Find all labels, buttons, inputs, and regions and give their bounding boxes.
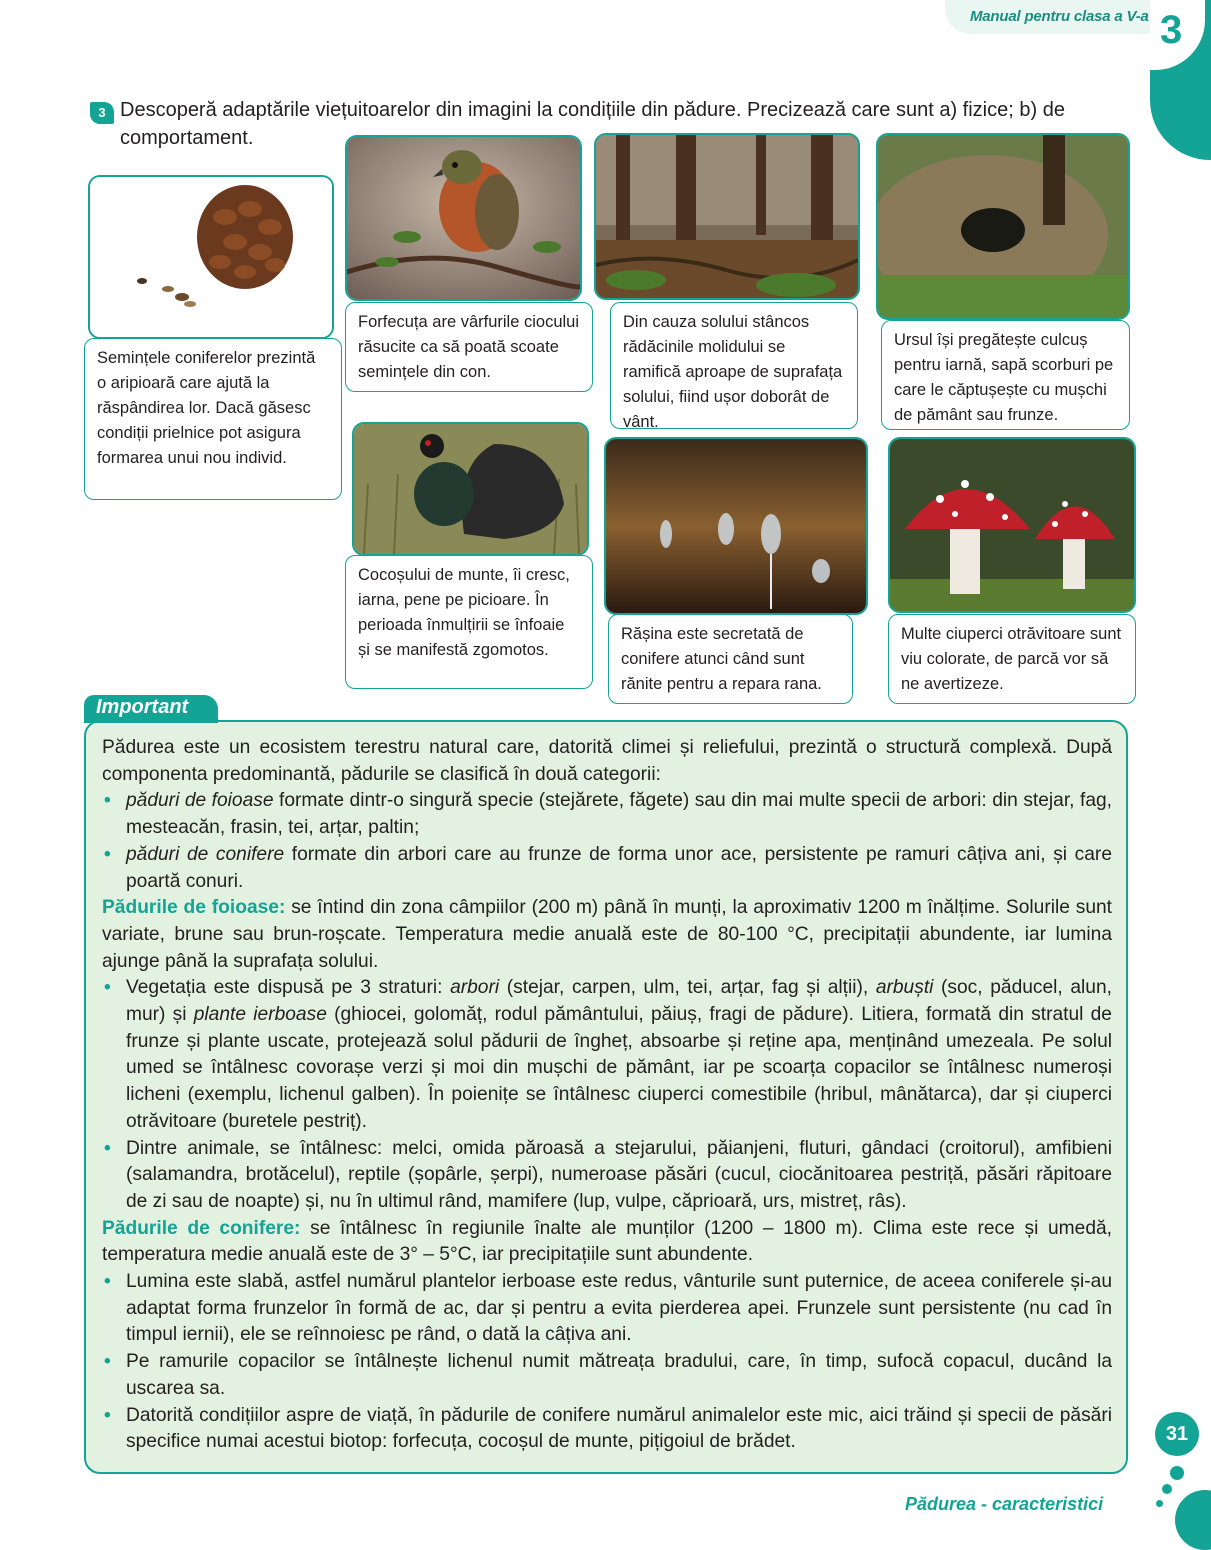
conifere-heading: Pădurile de conifere: <box>102 1217 301 1239</box>
category-item <box>102 788 1112 841</box>
resin-caption: Rășina este secretată de conifere atunci când sunt rănite pentru a repara rana. <box>608 614 853 704</box>
corner-decoration <box>1175 1490 1211 1550</box>
term-arbusti: arbuști <box>875 977 934 999</box>
task-number-badge: 3 <box>90 102 114 124</box>
category-term: păduri de conifere <box>126 843 285 865</box>
conifere-paragraph <box>102 1216 1112 1269</box>
vegetation-item <box>102 975 1112 1135</box>
conifere-item: • Datorită condițiilor aspre de viață, în pădurile de conifere numărul animalelor este mic, aici trăind și specii de păsări specifice numai acestui biotop: forfecuța, cocoșul de munte, pițigoiul de brădet. <box>102 1403 1112 1456</box>
decor-dot <box>1170 1466 1184 1480</box>
text-fragment: (soc, păducel, alun, mur) și <box>126 977 1112 1026</box>
conifere-text: se întâlnesc în regiunile înalte ale munților (1200 – 1800 m). Clima este rece și umedă, temperatura medie anuală este de 3° – 5°C, iar precipitațiile sunt abundente. <box>102 1217 1112 1266</box>
category-item <box>102 842 1112 895</box>
mushroom-caption: Multe ciuperci otrăvitoare sunt viu colorate, de parcă vor să ne avertizeze. <box>888 614 1136 704</box>
categories-list <box>102 788 1112 895</box>
spruce-caption: Din cauza solului stâncos rădăcinile molidului se ramifică aproape de suprafața solului, fiind ușor doborât de vânt. <box>610 302 858 429</box>
chapter-number: 3 <box>1160 8 1183 52</box>
resin-image <box>604 437 868 615</box>
intro-paragraph: Pădurea este un ecosistem terestru natural care, datorită climei și reliefului, prezintă o structură complexă. După componenta predominantă, pădurile se clasifică în două categorii: <box>102 737 1112 785</box>
important-content <box>102 735 1112 1456</box>
seeds-caption: Semințele coniferelor prezintă o aripioară care ajută la răspândirea lor. Dacă găsesc condiții prielnice pot asigura formarea unui nou individ. <box>84 338 342 500</box>
capercaillie-image <box>352 422 589 556</box>
text-fragment: (stejar, carpen, ulm, tei, arțar, fag și alții), <box>499 977 876 999</box>
foioase-list <box>102 975 1112 1215</box>
foioase-text: se întind din zona câmpiilor (200 m) până în munți, la aproximativ 1200 m înălțime. Solurile sunt variate, brune sau brun-roșcate. Temperatura medie anuală este de 80-100 °C, precipitații abundente, iar lumina ajunge până la suprafața solului. <box>102 897 1113 972</box>
foioase-heading: Pădurile de foioase: <box>102 897 286 919</box>
term-arbori: arbori <box>450 977 500 999</box>
conifere-item: • Pe ramurile copacilor se întâlnește lichenul numit mătreața bradului, care, în timp, sufocă copacul, ducând la uscarea sa. <box>102 1349 1112 1402</box>
page-number: 31 <box>1155 1412 1199 1456</box>
text-fragment: (ghiocei, golomăț, rodul pământului, păiuș, fragi de pădure). Litiera, formată din stratul de frunze și plante uscate, protejează solul pădurii de îngheț, absoarbe și reține apa, menținând umezeala. Pe solul umed se întâlnesc covorașe verzi și moi din mușchi de pământ, iar pe scoarța copacilor se întâlnesc numeroși licheni (exemplu, lichenul galben). În poienițe se întâlnesc ciuperci comestibile (hribul, mânătarca), dar și ciuperci otrăvitoare (buretele pestriț). <box>126 1004 1112 1132</box>
manual-title: Manual pentru clasa a V-a <box>970 8 1149 25</box>
category-term: păduri de foioase <box>126 790 274 812</box>
category-text: formate din arbori care au frunze de forma unor ace, persistente pe ramuri câțiva ani, și care poartă conuri. <box>126 843 1112 892</box>
spruce-roots-image <box>594 133 860 300</box>
pine-cone-image <box>88 175 334 339</box>
mushroom-image <box>888 437 1136 613</box>
bear-caption: Ursul își pregătește culcuș pentru iarnă, sapă scorburi pe care le căptușește cu mușchi de pământ sau frunze. <box>881 320 1130 430</box>
crossbill-image <box>345 135 582 301</box>
category-text: formate dintr-o singură specie (stejărete, făgete) sau din mai multe specii de arbori: din stejar, fag, mesteacăn, frasin, tei, arțar, paltin; <box>126 790 1112 839</box>
bear-den-image <box>876 133 1130 320</box>
animals-item: • Dintre animale, se întâlnesc: melci, omida păroasă a stejarului, păianjeni, fluturi, gândaci (croitorul), amfibieni (salamandra, brotăcelul), reptile (șopârle, șerpi), numeroase păsări (cucul, ciocănitoarea pestriță, păsări răpitoare de zi sau de noapte) și, nu în ultimul rând, mamifere (lup, vulpe, căprioară, urs, mistreț, râs). <box>102 1136 1112 1216</box>
decor-dot <box>1162 1484 1172 1494</box>
important-label: Important <box>96 696 189 718</box>
foioase-paragraph <box>102 895 1112 975</box>
text-fragment: Vegetația este dispusă pe 3 straturi: <box>126 977 451 999</box>
task-instruction: Descoperă adaptările viețuitoarelor din imagini la condițiile din pădure. Precizează care sunt a) fizice; b) de comportament. <box>120 99 1065 149</box>
term-plante: plante ierboase <box>193 1004 327 1026</box>
crossbill-caption: Forfecuța are vârfurile ciocului răsucite ca să poată scoate semințele din con. <box>345 302 593 392</box>
conifere-list <box>102 1269 1112 1456</box>
capercaillie-caption: Cocoșului de munte, îi cresc, iarna, pene pe picioare. În perioada înmulțirii se înfoaie și se manifestă zgomotos. <box>345 555 593 689</box>
section-title: Pădurea - caracteristici <box>905 1494 1104 1514</box>
conifere-item: • Lumina este slabă, astfel numărul plantelor ierboase este redus, vânturile sunt puternice, de aceea coniferele și-au adaptat forma frunzelor în formă de ac, dar și pentru a evita pierderea apei. Frunzele sunt persistente (nu cad în timpul iernii), ele se reînnoiesc pe rând, o dată la câțiva ani. <box>102 1269 1112 1349</box>
decor-dot <box>1156 1500 1163 1507</box>
